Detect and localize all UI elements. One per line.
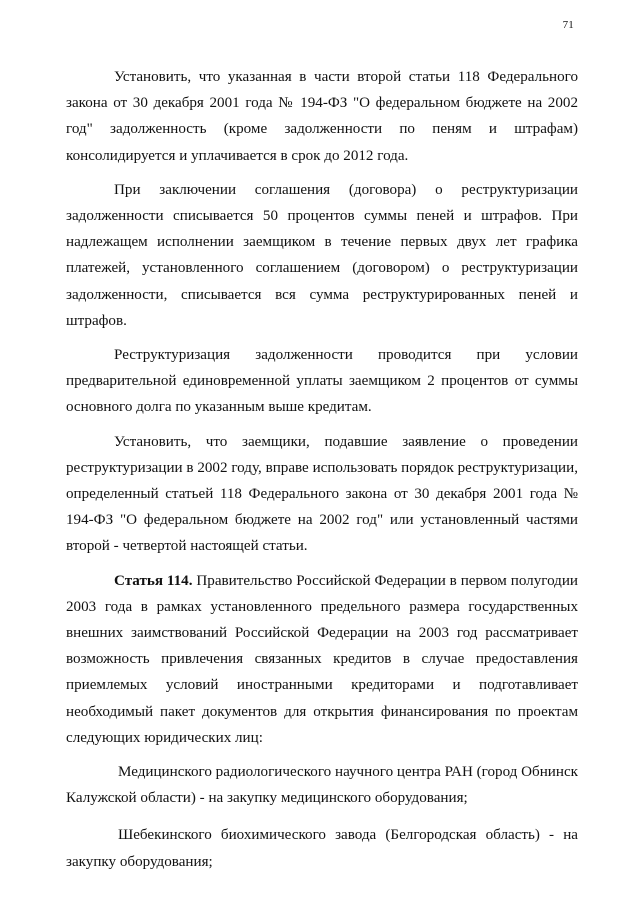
paragraph-restructuring-condition: Реструктуризация задолженности проводится при условии предварительной единовременной уплаты заемщиком 2 процентов от суммы основного долга по указанным выше кредитам. xyxy=(66,347,578,416)
page-number: 71 xyxy=(562,19,574,31)
article-text: Правительство Российской Федерации в первом полугодии 2003 года в рамках установленного предельного размера государственных внешних заимствований Российской Федерации на 2003 год рассматривает возможность привлечения связанных кредитов в случае предоставления приемлемых условий иностранными кредиторами и подготавливает необходимый пакет документов для открытия финансирования по проектам следующих юридических лиц: xyxy=(66,572,579,746)
article-114-paragraph xyxy=(66,568,578,751)
paragraph-restructuring-procedure: Установить, что заемщики, подавшие заявление о проведении реструктуризации в 2002 году, вправе использовать порядок реструктуризации, определенный статьей 118 Федерального закона от 30 декабря 2001 года № 194-ФЗ "О федеральном бюджете на 2002 год" или установленный частями второй - четвертой настоящей статьи. xyxy=(66,433,578,555)
list-item: Медицинского радиологического научного центра РАН (город Обнинск Калужской области) - на закупку медицинского оборудования; xyxy=(66,764,578,807)
article-number: Статья 114. xyxy=(114,572,193,589)
paragraph-debt-consolidation: Установить, что указанная в части второй статьи 118 Федерального закона от 30 декабря 2001 года № 194-ФЗ "О федеральном бюджете на 2002 год" задолженность (кроме задолженности по пеням и штрафам) консолидируется и уплачивается в срок до 2012 года. xyxy=(66,69,578,164)
paragraph-penalty-write-off: При заключении соглашения (договора) о реструктуризации задолженности списывается 50 процентов суммы пеней и штрафов. При надлежащем исполнении заемщиком в течение первых двух лет графика платежей, установленного соглашением (договором) о реструктуризации задолженности, списывается вся сумма реструктурированных пеней и штрафов. xyxy=(66,181,578,329)
list-item: Шебекинского биохимического завода (Белгородская область) - на закупку оборудования; xyxy=(66,827,578,870)
document-body xyxy=(66,64,578,886)
